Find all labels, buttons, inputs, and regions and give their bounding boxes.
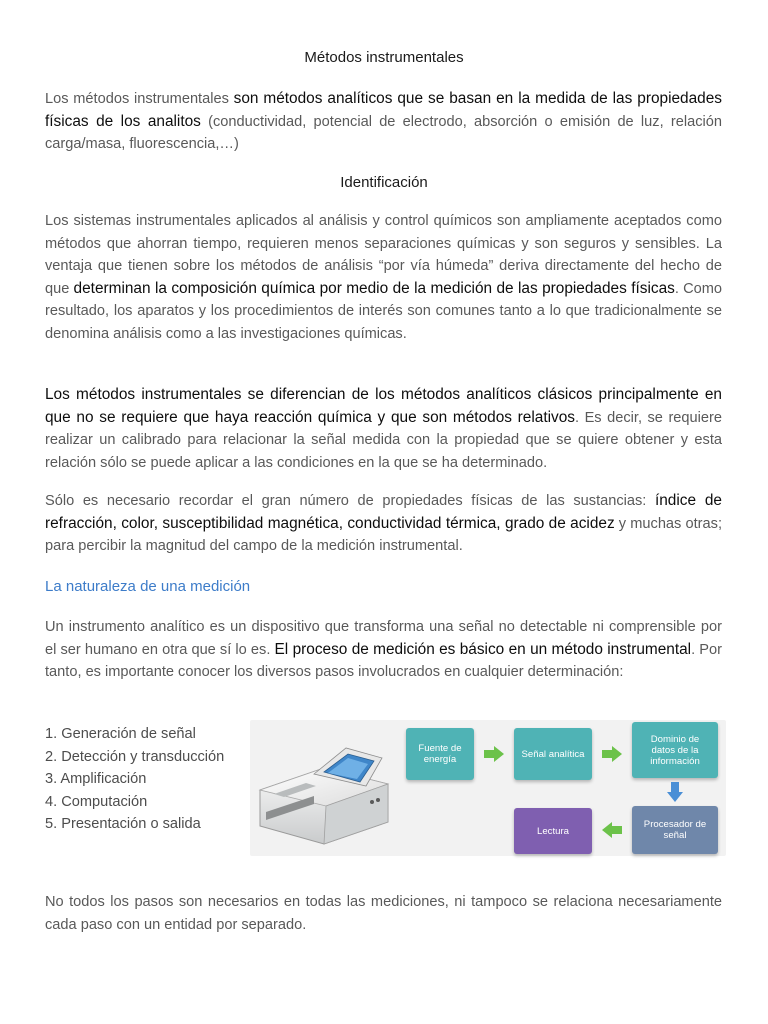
intro-pre: Los métodos instrumentales [45, 91, 234, 107]
para4-post: . Por tanto, es importante conocer los diversos pasos involucrados en cualquier determinación: [45, 641, 722, 680]
paragraph-diferencias [45, 384, 722, 474]
arrow-right-icon [602, 746, 622, 762]
paragraph-sistemas [45, 210, 722, 345]
spectrophotometer-image [254, 730, 394, 850]
measurement-steps-list [45, 723, 224, 836]
para2-post: . Es decir, se requiere realizar un calibrado para relacionar la señal medida con la propiedad que se quiere obtener y esta relación sólo se puede aplicar a las condiciones en la que se ha determinado. [45, 409, 722, 471]
intro-paragraph [45, 88, 722, 156]
list-item: 1. Generación de señal [45, 726, 196, 742]
arrow-down-icon [667, 782, 683, 802]
section-heading-identificacion: Identificación [340, 174, 428, 191]
arrow-right-icon [484, 746, 504, 762]
para1-pre: Los sistemas instrumentales aplicados al análisis y control químicos son ampliamente aceptados como métodos que ahorran tiempo, requieren menos separaciones químicas y son seguros y sensibles. La ventaja que tienen sobre los métodos de análisis “por vía húmeda” deriva directamente del hecho de que [45, 213, 722, 297]
paragraph-closing: No todos los pasos son necesarios en todas las mediciones, ni tampoco se relaciona necesariamente cada paso con un entidad por separado. [45, 894, 722, 933]
diagram-box-senal-analitica: Señal analítica [514, 728, 592, 780]
intro-post: (conductividad, potencial de electrodo, absorción o emisión de luz, relación carga/masa, fluorescencia,…) [45, 113, 722, 152]
para1-post: . Como resultado, los aparatos y los procedimientos de interés son comunes tanto a lo que tradicionalmente se denomina análisis como a las investigaciones químicas. [45, 280, 723, 342]
para4-emphasis: El proceso de medición es básico en un método instrumental [274, 640, 692, 658]
list-item: 5. Presentación o salida [45, 816, 201, 832]
arrow-left-icon [602, 822, 622, 838]
para2-emphasis: Los métodos instrumentales se diferencian de los métodos analíticos clásicos principalmente en que no se requiere que haya reacción química y que son métodos relativos [45, 386, 722, 426]
diagram-box-dominio-datos: Dominio de datos de la información [632, 722, 718, 778]
measurement-process-figure [250, 720, 726, 856]
intro-emphasis: son métodos analíticos que se basan en la medida de las propiedades físicas de los analitos [45, 90, 722, 130]
diagram-box-fuente-energia: Fuente de energía [406, 728, 474, 780]
para4-pre: Un instrumento analítico es un dispositivo que transforma una señal no detectable ni comprensible por el ser humano en otra que sí lo es. [45, 619, 722, 658]
page-title: Métodos instrumentales [304, 49, 464, 66]
section-heading-naturaleza: La naturaleza de una medición [45, 578, 251, 595]
list-item: 2. Detección y transducción [45, 748, 225, 765]
list-item: 4. Computación [45, 793, 148, 810]
para3-emphasis: índice de refracción, color, susceptibilidad magnética, conductividad térmica, grado de acidez [45, 492, 722, 532]
list-item: 3. Amplificación [45, 771, 147, 787]
para3-post: y muchas otras; para percibir la magnitud del campo de la medición instrumental. [45, 515, 722, 554]
paragraph-instrumento [45, 616, 722, 684]
paragraph-propiedades [45, 490, 722, 558]
diagram-box-lectura: Lectura [514, 808, 592, 854]
para3-pre: Sólo es necesario recordar el gran número de propiedades físicas de las sustancias: [45, 493, 655, 509]
diagram-box-procesador-senal: Procesador de señal [632, 806, 718, 854]
para1-emphasis: determinan la composición química por medio de la medición de las propiedades físicas [73, 279, 675, 297]
